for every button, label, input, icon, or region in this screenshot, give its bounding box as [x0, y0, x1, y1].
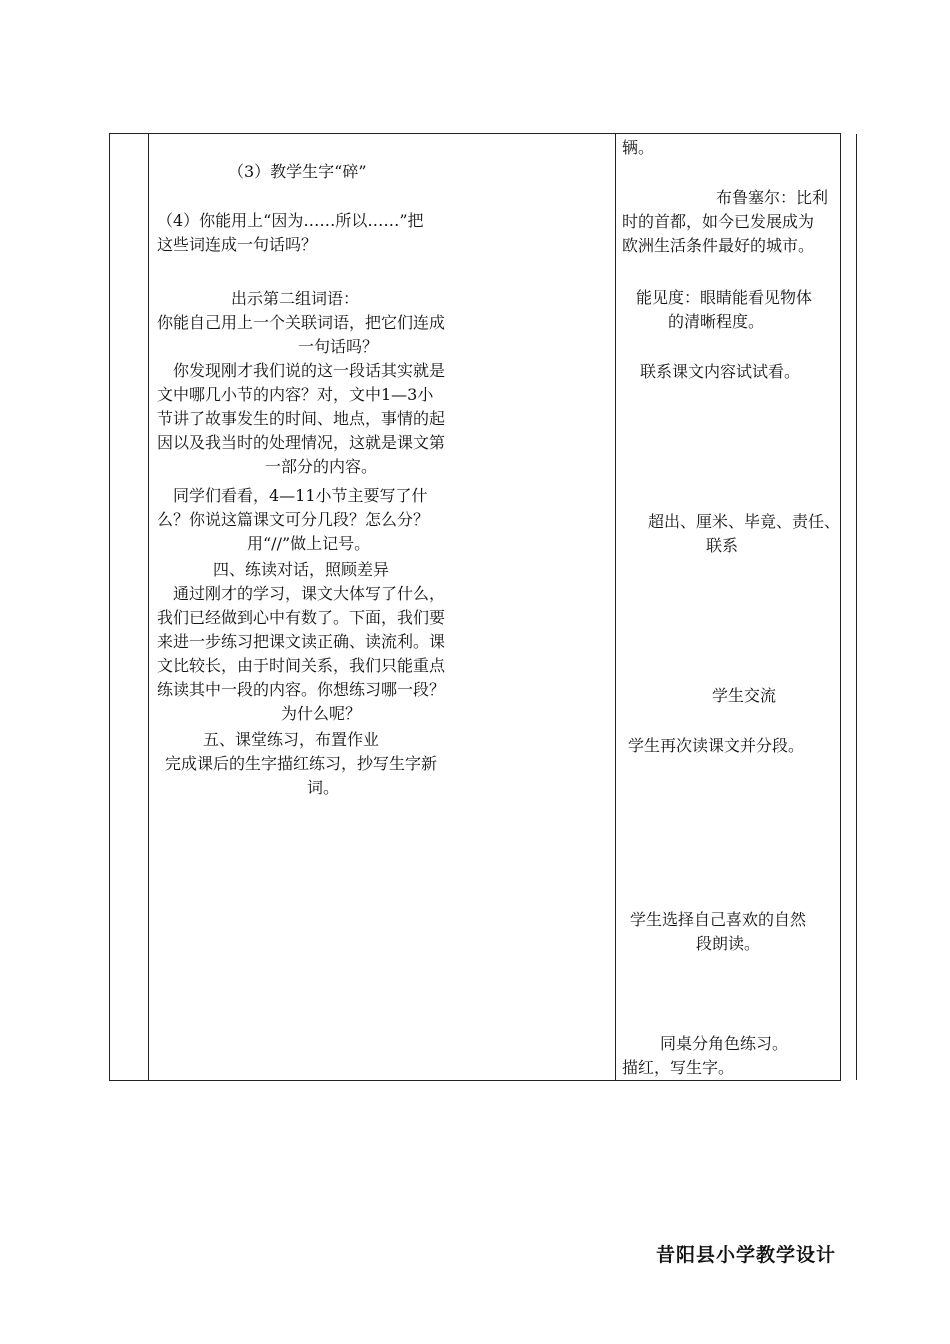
teaching-line: 出示第二组词语： — [231, 289, 360, 308]
student-line: 时的首都，如今已发展成为 — [622, 212, 815, 231]
student-line: 的清晰程度。 — [668, 312, 765, 331]
teaching-line: 你能自己用上一个关联词语，把它们连成 — [157, 313, 446, 332]
teaching-line: （4）你能用上“因为……所以……”把 — [157, 211, 424, 230]
student-line: 描红，写生字。 — [622, 1058, 735, 1077]
footer-title: 昔阳县小学教学设计 — [655, 1244, 836, 1266]
student-line: 学生交流 — [712, 686, 777, 705]
teaching-line: （3）教学生字“碎” — [228, 162, 367, 181]
teaching-line: 通过刚才的学习，课文大体写了什么， — [173, 584, 446, 603]
teaching-line: 用“//”做上记号。 — [247, 534, 371, 553]
student-line: 学生选择自己喜欢的自然 — [630, 910, 807, 929]
teaching-line: 我们已经做到心中有数了。下面，我们要 — [157, 608, 446, 627]
student-line: 超出、厘米、毕竟、责任、 — [648, 512, 841, 531]
student-line: 联系 — [706, 536, 739, 555]
teaching-line: 来进一步练习把课文读正确、读流利。课 — [157, 632, 446, 651]
teaching-line: 节讲了故事发生的时间、地点，事情的起 — [157, 409, 446, 428]
student-line: 同桌分角色练习。 — [660, 1034, 789, 1053]
teaching-line: 完成课后的生字描红练习，抄写生字新 — [165, 754, 438, 773]
teaching-line: 文中哪几小节的内容？对，文中1—3小 — [157, 385, 434, 404]
teaching-line: 么？你说这篇课文可分几段？怎么分？ — [157, 510, 430, 529]
student-line: 布鲁塞尔：比利 — [716, 188, 829, 207]
teaching-line: 这些词连成一句话吗？ — [157, 235, 318, 254]
table-column-student-activity — [616, 134, 857, 1080]
teaching-line: 同学们看看，4—11小节主要写了什 — [173, 486, 428, 505]
teaching-line: 一句话吗？ — [298, 337, 379, 356]
teaching-line: 为什么呢？ — [281, 704, 362, 723]
teaching-line: 一部分的内容。 — [265, 457, 378, 476]
teaching-line: 词。 — [307, 778, 340, 797]
table-column-teaching-process — [149, 134, 616, 1080]
teaching-section-heading: 五、课堂练习，布置作业 — [203, 730, 380, 749]
table-column-notes — [857, 134, 941, 1080]
teaching-line: 练读其中一段的内容。你想练习哪一段？ — [157, 680, 446, 699]
teaching-line: 文比较长，由于时间关系，我们只能重点 — [157, 656, 446, 675]
teaching-section-heading: 四、练读对话，照顾差异 — [213, 560, 390, 579]
table-column-left-margin — [110, 134, 149, 1080]
student-line: 辆。 — [622, 138, 655, 157]
student-line: 学生再次读课文并分段。 — [628, 736, 805, 755]
student-line: 欧洲生活条件最好的城市。 — [622, 236, 815, 255]
student-line: 能见度：眼睛能看见物体 — [636, 288, 813, 307]
student-line: 段朗读。 — [696, 934, 761, 953]
teaching-line: 你发现刚才我们说的这一段话其实就是 — [173, 361, 446, 380]
teaching-line: 因以及我当时的处理情况，这就是课文第 — [157, 433, 446, 452]
lesson-plan-table — [109, 133, 841, 1081]
student-line: 联系课文内容试试看。 — [640, 362, 801, 381]
